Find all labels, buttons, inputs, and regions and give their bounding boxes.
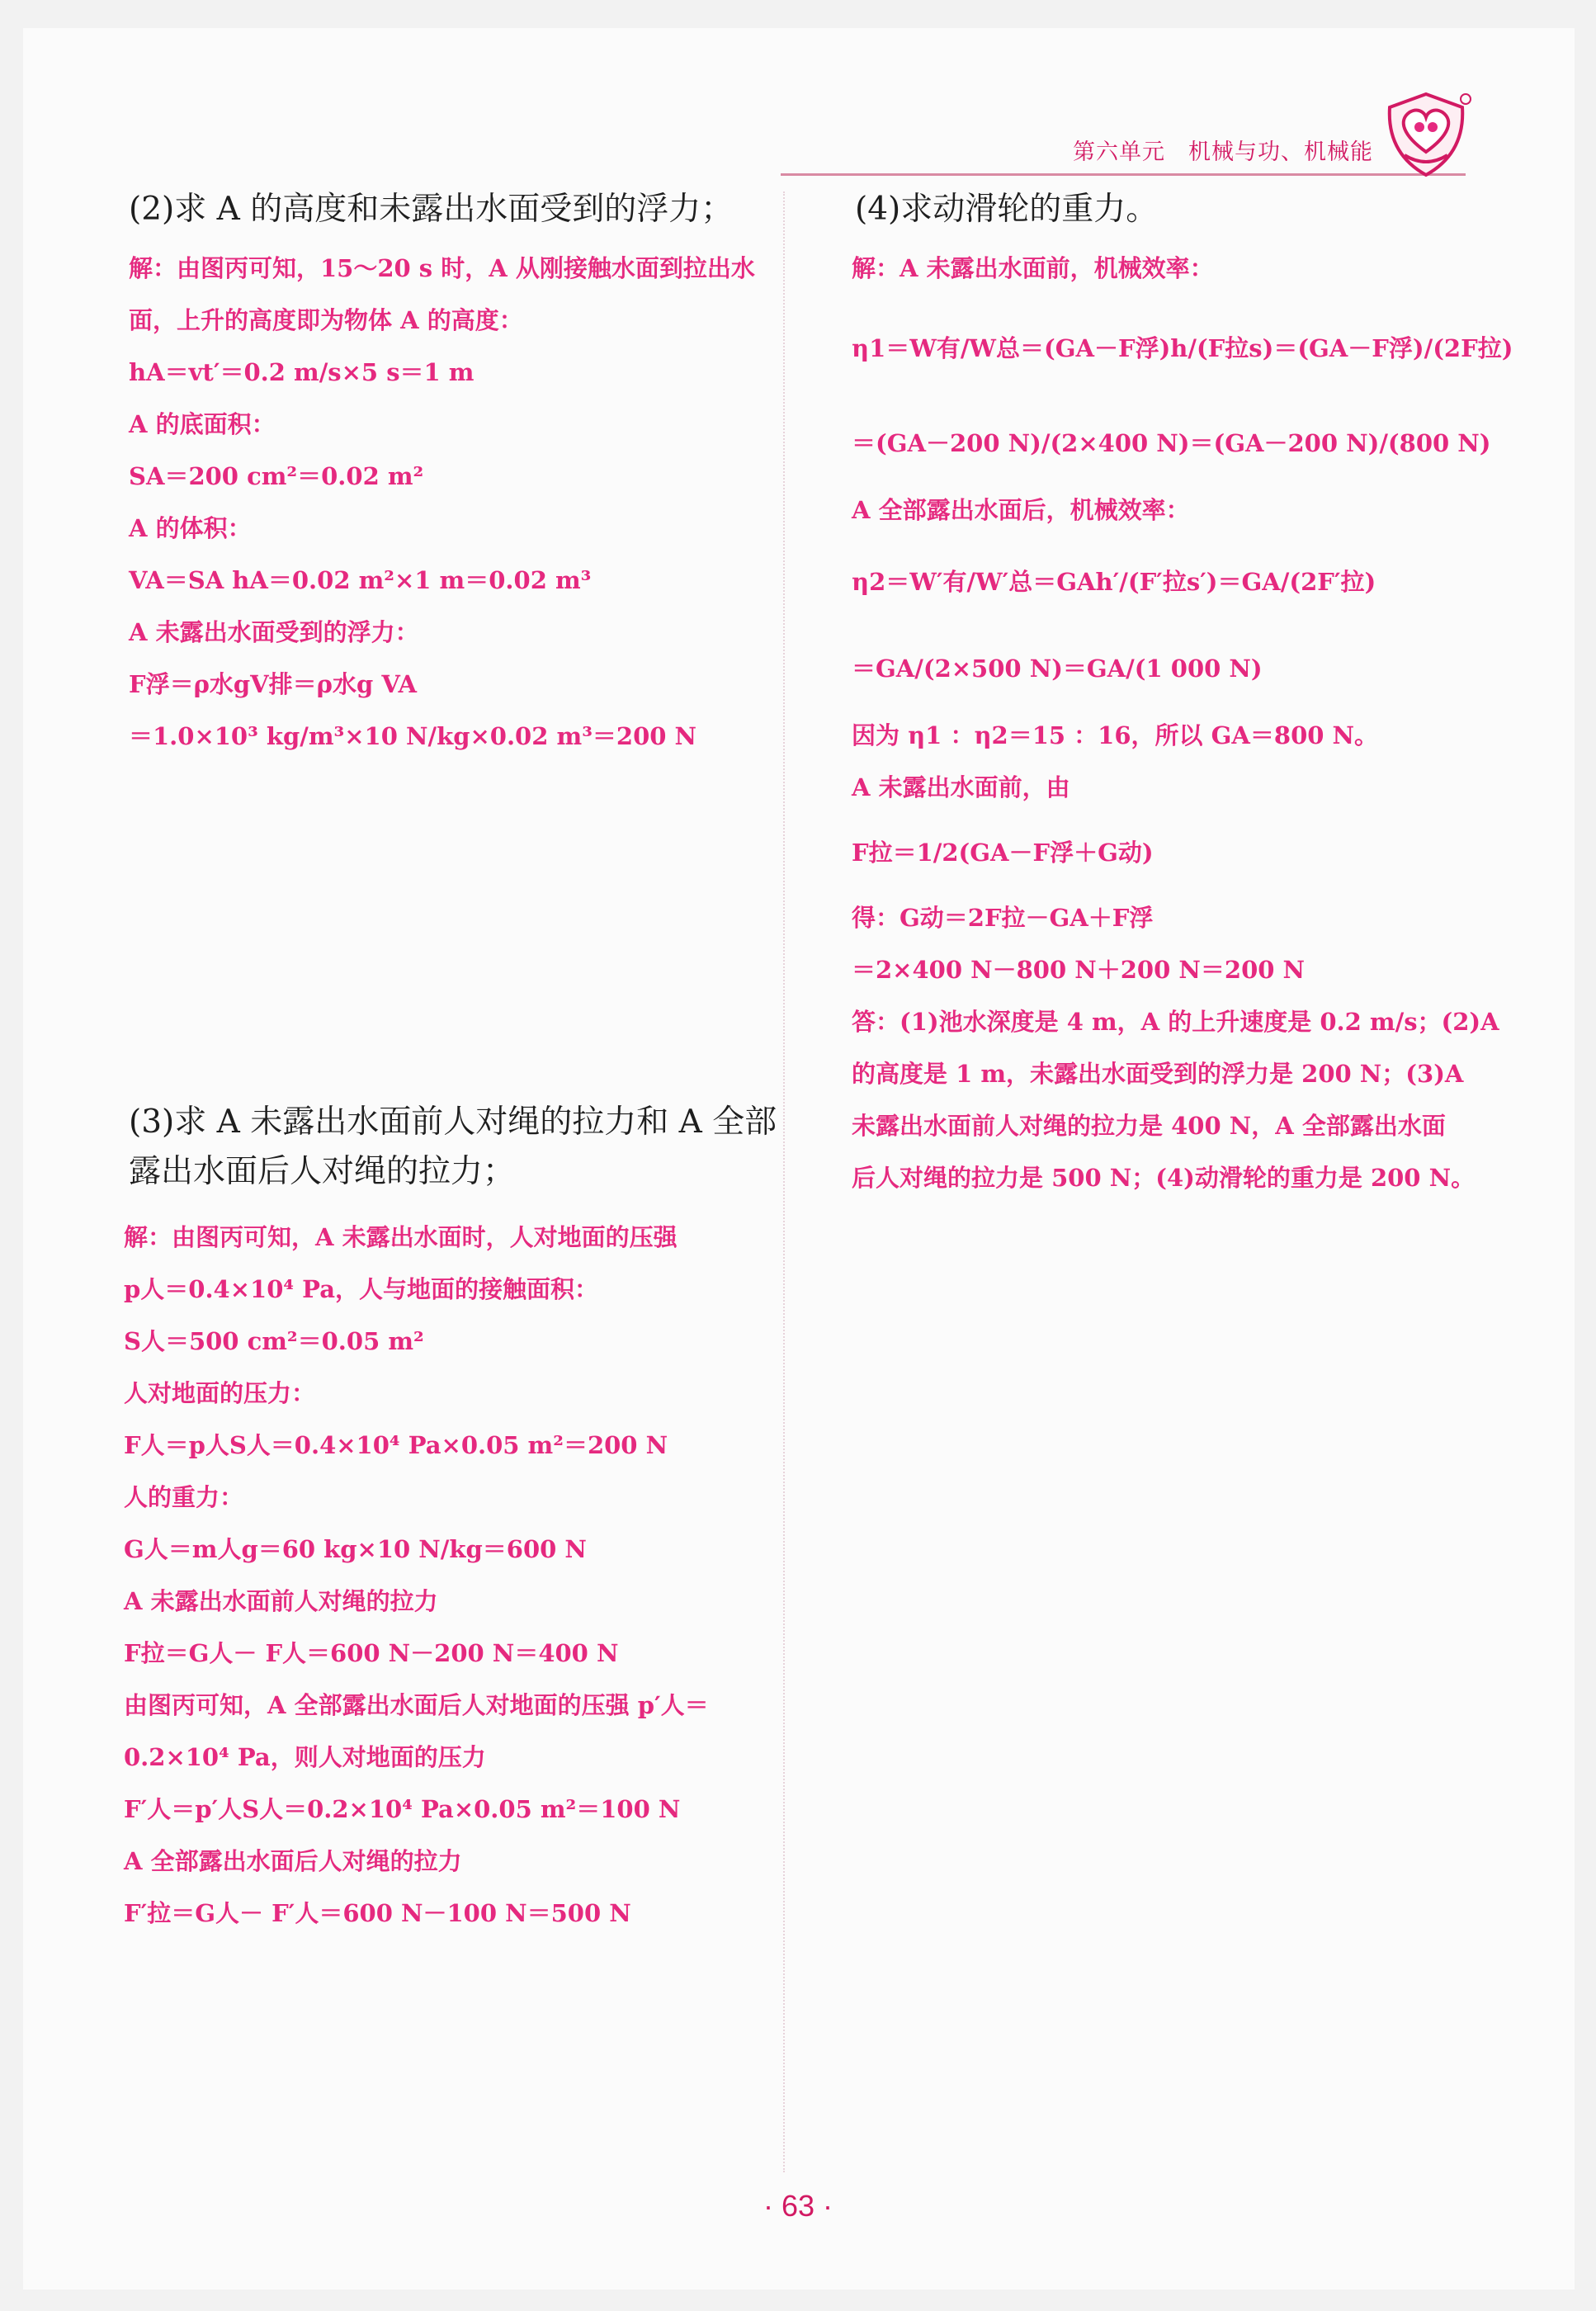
solution-line: F浮＝ρ水gV排＝ρ水g VA <box>129 670 418 698</box>
answer-line: 后人对绳的拉力是 500 N；(4)动滑轮的重力是 200 N。 <box>852 1164 1476 1192</box>
solution-line: p人＝0.4×10⁴ Pa，人与地面的接触面积： <box>124 1275 599 1303</box>
solution-line: 解：A 未露出水面前，机械效率： <box>852 254 1214 282</box>
formula-line: η1＝W有/W总＝(GA－F浮)h/(F拉s)＝(GA－F浮)/(2F拉) <box>852 334 1513 362</box>
formula-line: ＝GA/(2×500 N)＝GA/(1 000 N) <box>852 655 1263 683</box>
heart-shield-logo-icon <box>1380 83 1472 180</box>
solution-line: F′人＝p′人S人＝0.2×10⁴ Pa×0.05 m²＝100 N <box>124 1795 681 1823</box>
solution-line: hA＝vt′＝0.2 m/s×5 s＝1 m <box>129 358 475 386</box>
question-3: (3)求 A 未露出水面前人对绳的拉力和 A 全部露出水面后人对绳的拉力； <box>129 1104 777 1191</box>
solution-line: F人＝p人S人＝0.4×10⁴ Pa×0.05 m²＝200 N <box>124 1431 668 1459</box>
solution-line: ＝1.0×10³ kg/m³×10 N/kg×0.02 m³＝200 N <box>129 722 697 750</box>
solution-line: F′拉＝G人－ F′人＝600 N－100 N＝500 N <box>124 1899 631 1927</box>
solution-line: 0.2×10⁴ Pa，则人对地面的压力 <box>124 1743 486 1771</box>
solution-line: A 的体积： <box>129 514 252 542</box>
header-rule <box>781 173 1466 176</box>
column-divider <box>783 191 785 2172</box>
solution-line: A 未露出水面前人对绳的拉力 <box>124 1587 438 1615</box>
solution-line: A 未露出水面前，由 <box>852 773 1070 801</box>
formula-line: F拉＝1/2(GA－F浮＋G动) <box>852 839 1154 867</box>
solution-4 <box>852 243 1513 1204</box>
solution-line: VA＝SA hA＝0.02 m²×1 m＝0.02 m³ <box>129 566 592 594</box>
solution-line: 因为 η1 ：η2＝15 ：16，所以 GA＝800 N。 <box>852 721 1379 749</box>
solution-line: A 全部露出水面后，机械效率： <box>852 496 1190 524</box>
unit-title: 第六单元 机械与功、机械能 <box>1073 139 1373 165</box>
solution-line: 解：由图丙可知，A 未露出水面时，人对地面的压强 <box>124 1223 678 1251</box>
solution-2 <box>129 243 755 763</box>
formula-line: η2＝W′有/W′总＝GAh′/(F′拉s′)＝GA/(2F′拉) <box>852 568 1376 596</box>
question-2: (2)求 A 的高度和未露出水面受到的浮力； <box>129 191 734 228</box>
solution-line: 人的重力： <box>124 1483 244 1511</box>
solution-line: A 未露出水面受到的浮力： <box>129 618 419 646</box>
answer-line: 答：(1)池水深度是 4 m，A 的上升速度是 0.2 m/s；(2)A <box>852 1008 1499 1036</box>
solution-line: F拉＝G人－ F人＝600 N－200 N＝400 N <box>124 1639 619 1667</box>
solution-line: 解：由图丙可知，15～20 s 时，A 从刚接触水面到拉出水 <box>129 254 755 282</box>
solution-line: G人＝m人g＝60 kg×10 N/kg＝600 N <box>124 1535 587 1563</box>
answer-line: 未露出水面前人对绳的拉力是 400 N，A 全部露出水面 <box>852 1112 1446 1140</box>
solution-line: SA＝200 cm²＝0.02 m² <box>129 462 424 490</box>
solution-line: A 的底面积： <box>129 410 276 438</box>
solution-3 <box>124 1212 709 1940</box>
solution-line: 得：G动＝2F拉－GA＋F浮 <box>852 904 1154 932</box>
solution-line: 由图丙可知，A 全部露出水面后人对地面的压强 p′人＝ <box>124 1691 709 1719</box>
solution-line: ＝2×400 N－800 N＋200 N＝200 N <box>852 956 1306 984</box>
page-number: · 63 · <box>763 2189 833 2223</box>
solution-line: 人对地面的压力： <box>124 1379 316 1407</box>
solution-line: 面，上升的高度即为物体 A 的高度： <box>129 306 523 334</box>
answer-line: 的高度是 1 m，未露出水面受到的浮力是 200 N；(3)A <box>852 1060 1464 1088</box>
formula-line: ＝(GA－200 N)/(2×400 N)＝(GA－200 N)/(800 N) <box>852 429 1491 457</box>
solution-line: S人＝500 cm²＝0.05 m² <box>124 1327 424 1355</box>
solution-line: A 全部露出水面后人对绳的拉力 <box>124 1847 462 1875</box>
question-4: (4)求动滑轮的重力。 <box>855 191 1159 228</box>
